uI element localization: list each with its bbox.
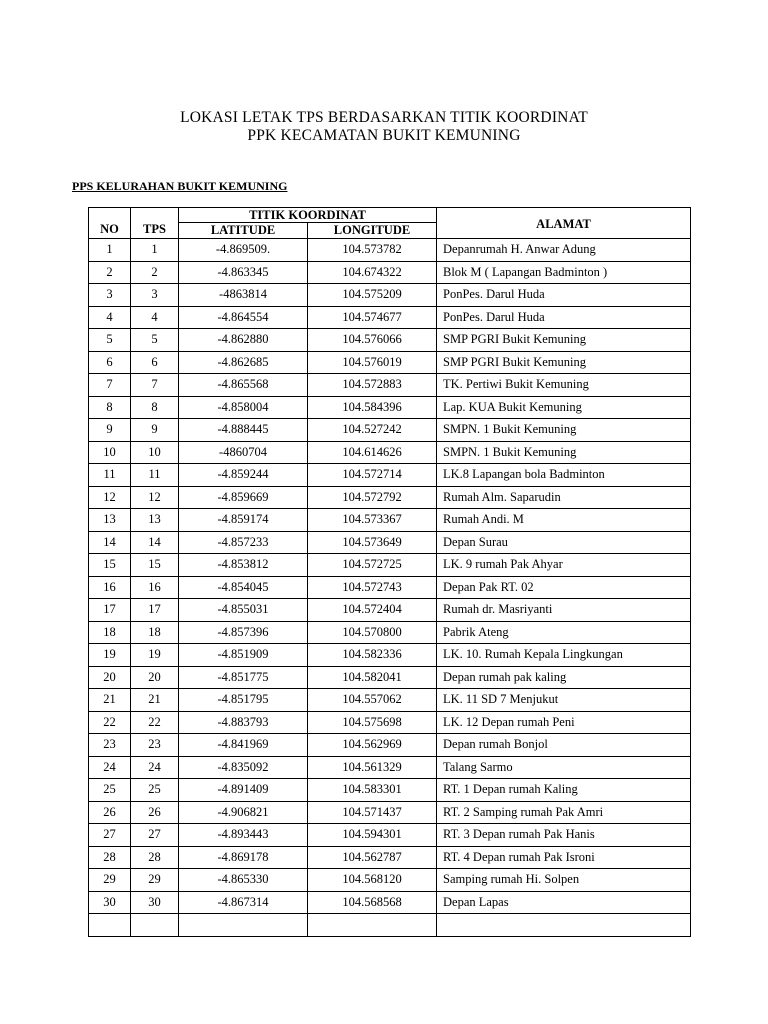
cell-longitude [308, 914, 437, 937]
cell-longitude: 104.561329 [308, 756, 437, 779]
table-row [89, 891, 691, 914]
table-row [89, 509, 691, 532]
cell-latitude: -4.906821 [179, 801, 308, 824]
document-subtitle: PPK KECAMATAN BUKIT KEMUNING [247, 127, 521, 144]
cell-latitude [179, 914, 308, 937]
table-row [89, 644, 691, 667]
table-row [89, 531, 691, 554]
cell-longitude: 104.583301 [308, 779, 437, 802]
table-row [89, 846, 691, 869]
cell-no: 20 [89, 666, 131, 689]
table-row [89, 554, 691, 577]
cell-no: 8 [89, 396, 131, 419]
table-row [89, 576, 691, 599]
cell-tps [131, 914, 179, 937]
cell-latitude: -4.851775 [179, 666, 308, 689]
cell-no: 22 [89, 711, 131, 734]
table-row [89, 666, 691, 689]
table-row [89, 734, 691, 757]
cell-latitude: -4.855031 [179, 599, 308, 622]
cell-tps: 7 [131, 374, 179, 397]
cell-alamat: Samping rumah Hi. Solpen [437, 869, 691, 892]
cell-longitude: 104.572743 [308, 576, 437, 599]
cell-alamat: LK. 10. Rumah Kepala Lingkungan [437, 644, 691, 667]
cell-latitude: -4.862880 [179, 329, 308, 352]
cell-tps: 6 [131, 351, 179, 374]
table-body [89, 239, 691, 937]
table-row [89, 486, 691, 509]
cell-longitude: 104.576019 [308, 351, 437, 374]
cell-no: 13 [89, 509, 131, 532]
cell-no: 7 [89, 374, 131, 397]
table-row [89, 351, 691, 374]
cell-longitude: 104.572714 [308, 464, 437, 487]
cell-latitude: -4.854045 [179, 576, 308, 599]
cell-tps: 16 [131, 576, 179, 599]
cell-tps: 14 [131, 531, 179, 554]
document-title: LOKASI LETAK TPS BERDASARKAN TITIK KOORDINAT [180, 109, 588, 126]
header-row-top [89, 208, 691, 223]
cell-alamat: LK.8 Lapangan bola Badminton [437, 464, 691, 487]
cell-longitude: 104.582336 [308, 644, 437, 667]
cell-latitude: -4.857233 [179, 531, 308, 554]
cell-tps: 2 [131, 261, 179, 284]
cell-tps: 27 [131, 824, 179, 847]
cell-no: 4 [89, 306, 131, 329]
cell-alamat: SMP PGRI Bukit Kemuning [437, 329, 691, 352]
cell-no: 23 [89, 734, 131, 757]
cell-no: 2 [89, 261, 131, 284]
cell-alamat: RT. 3 Depan rumah Pak Hanis [437, 824, 691, 847]
table-row [89, 239, 691, 262]
cell-alamat: Depan rumah pak kaling [437, 666, 691, 689]
cell-latitude: -4.883793 [179, 711, 308, 734]
cell-longitude: 104.614626 [308, 441, 437, 464]
cell-tps: 20 [131, 666, 179, 689]
cell-tps: 28 [131, 846, 179, 869]
cell-tps: 1 [131, 239, 179, 262]
cell-alamat: SMP PGRI Bukit Kemuning [437, 351, 691, 374]
cell-longitude: 104.557062 [308, 689, 437, 712]
cell-no: 14 [89, 531, 131, 554]
table-row [89, 306, 691, 329]
cell-longitude: 104.674322 [308, 261, 437, 284]
cell-tps: 9 [131, 419, 179, 442]
cell-alamat: Depan Lapas [437, 891, 691, 914]
cell-alamat: TK. Pertiwi Bukit Kemuning [437, 374, 691, 397]
cell-longitude: 104.575698 [308, 711, 437, 734]
cell-latitude: -4.859244 [179, 464, 308, 487]
cell-alamat: RT. 1 Depan rumah Kaling [437, 779, 691, 802]
cell-no: 27 [89, 824, 131, 847]
cell-longitude: 104.570800 [308, 621, 437, 644]
cell-no: 18 [89, 621, 131, 644]
cell-alamat: LK. 11 SD 7 Menjukut [437, 689, 691, 712]
cell-no: 10 [89, 441, 131, 464]
cell-longitude: 104.576066 [308, 329, 437, 352]
cell-latitude: -4.859669 [179, 486, 308, 509]
cell-tps: 17 [131, 599, 179, 622]
cell-tps: 19 [131, 644, 179, 667]
cell-no: 16 [89, 576, 131, 599]
cell-latitude: -4.869178 [179, 846, 308, 869]
cell-latitude: -4.888445 [179, 419, 308, 442]
cell-no: 11 [89, 464, 131, 487]
header-alamat: ALAMAT [437, 208, 691, 239]
cell-no: 30 [89, 891, 131, 914]
cell-latitude: -4.857396 [179, 621, 308, 644]
cell-no: 15 [89, 554, 131, 577]
cell-tps: 4 [131, 306, 179, 329]
cell-tps: 11 [131, 464, 179, 487]
cell-longitude: 104.584396 [308, 396, 437, 419]
cell-alamat: Rumah dr. Masriyanti [437, 599, 691, 622]
cell-latitude: -4.835092 [179, 756, 308, 779]
cell-longitude: 104.562787 [308, 846, 437, 869]
table-row [89, 801, 691, 824]
header-latitude: LATITUDE [179, 223, 308, 239]
header-longitude: LONGITUDE [308, 223, 437, 239]
cell-longitude: 104.572792 [308, 486, 437, 509]
cell-no: 26 [89, 801, 131, 824]
cell-tps: 29 [131, 869, 179, 892]
cell-tps: 30 [131, 891, 179, 914]
cell-no: 6 [89, 351, 131, 374]
cell-latitude: -4.864554 [179, 306, 308, 329]
table-row [89, 779, 691, 802]
cell-longitude: 104.573782 [308, 239, 437, 262]
cell-no: 19 [89, 644, 131, 667]
cell-longitude: 104.582041 [308, 666, 437, 689]
table-row [89, 441, 691, 464]
header-tps: TPS [131, 208, 179, 239]
header-no: NO [89, 208, 131, 239]
cell-no: 29 [89, 869, 131, 892]
cell-tps: 26 [131, 801, 179, 824]
cell-alamat: Lap. KUA Bukit Kemuning [437, 396, 691, 419]
cell-latitude: -4.865330 [179, 869, 308, 892]
cell-alamat: SMPN. 1 Bukit Kemuning [437, 441, 691, 464]
cell-alamat: Depan Pak RT. 02 [437, 576, 691, 599]
cell-latitude: -4.867314 [179, 891, 308, 914]
cell-alamat: Depan Surau [437, 531, 691, 554]
table-row [89, 464, 691, 487]
table-row [89, 419, 691, 442]
table-row [89, 824, 691, 847]
section-heading: PPS KELURAHAN BUKIT KEMUNING [72, 179, 288, 193]
cell-latitude: -4.862685 [179, 351, 308, 374]
cell-alamat [437, 914, 691, 937]
table-row [89, 396, 691, 419]
cell-alamat: LK. 9 rumah Pak Ahyar [437, 554, 691, 577]
cell-alamat: RT. 2 Samping rumah Pak Amri [437, 801, 691, 824]
cell-alamat: RT. 4 Depan rumah Pak Isroni [437, 846, 691, 869]
cell-no: 21 [89, 689, 131, 712]
cell-no: 24 [89, 756, 131, 779]
cell-no: 5 [89, 329, 131, 352]
cell-alamat: Depan rumah Bonjol [437, 734, 691, 757]
table-row [89, 329, 691, 352]
cell-tps: 22 [131, 711, 179, 734]
cell-longitude: 104.527242 [308, 419, 437, 442]
cell-longitude: 104.573649 [308, 531, 437, 554]
tps-table [88, 207, 691, 937]
cell-tps: 12 [131, 486, 179, 509]
cell-tps: 5 [131, 329, 179, 352]
cell-alamat: SMPN. 1 Bukit Kemuning [437, 419, 691, 442]
cell-latitude: -4.869509. [179, 239, 308, 262]
table-row [89, 374, 691, 397]
cell-latitude: -4.863345 [179, 261, 308, 284]
table-row [89, 689, 691, 712]
cell-alamat: PonPes. Darul Huda [437, 284, 691, 307]
cell-tps: 10 [131, 441, 179, 464]
cell-alamat: Rumah Andi. M [437, 509, 691, 532]
cell-alamat: Pabrik Ateng [437, 621, 691, 644]
table-row [89, 711, 691, 734]
cell-longitude: 104.572404 [308, 599, 437, 622]
cell-longitude: 104.575209 [308, 284, 437, 307]
cell-latitude: -4.893443 [179, 824, 308, 847]
cell-no: 25 [89, 779, 131, 802]
cell-latitude: -4.865568 [179, 374, 308, 397]
cell-no [89, 914, 131, 937]
cell-alamat: Depanrumah H. Anwar Adung [437, 239, 691, 262]
cell-longitude: 104.571437 [308, 801, 437, 824]
cell-latitude: -4.858004 [179, 396, 308, 419]
cell-longitude: 104.574677 [308, 306, 437, 329]
cell-latitude: -4.851795 [179, 689, 308, 712]
cell-tps: 25 [131, 779, 179, 802]
cell-latitude: -4863814 [179, 284, 308, 307]
cell-longitude: 104.573367 [308, 509, 437, 532]
cell-longitude: 104.568568 [308, 891, 437, 914]
cell-latitude: -4860704 [179, 441, 308, 464]
cell-longitude: 104.594301 [308, 824, 437, 847]
cell-tps: 21 [131, 689, 179, 712]
cell-latitude: -4.851909 [179, 644, 308, 667]
cell-alamat: Rumah Alm. Saparudin [437, 486, 691, 509]
cell-tps: 8 [131, 396, 179, 419]
cell-no: 28 [89, 846, 131, 869]
cell-tps: 18 [131, 621, 179, 644]
table-row [89, 914, 691, 937]
cell-tps: 15 [131, 554, 179, 577]
table-row [89, 261, 691, 284]
cell-tps: 13 [131, 509, 179, 532]
table-row [89, 284, 691, 307]
cell-latitude: -4.853812 [179, 554, 308, 577]
cell-longitude: 104.572883 [308, 374, 437, 397]
cell-tps: 23 [131, 734, 179, 757]
table-row [89, 869, 691, 892]
cell-longitude: 104.562969 [308, 734, 437, 757]
cell-no: 12 [89, 486, 131, 509]
header-titik-koordinat: TITIK KOORDINAT [179, 208, 437, 223]
cell-tps: 24 [131, 756, 179, 779]
cell-no: 17 [89, 599, 131, 622]
cell-alamat: Blok M ( Lapangan Badminton ) [437, 261, 691, 284]
cell-longitude: 104.568120 [308, 869, 437, 892]
cell-alamat: LK. 12 Depan rumah Peni [437, 711, 691, 734]
table-row [89, 756, 691, 779]
cell-latitude: -4.841969 [179, 734, 308, 757]
cell-no: 3 [89, 284, 131, 307]
cell-longitude: 104.572725 [308, 554, 437, 577]
table-row [89, 599, 691, 622]
cell-tps: 3 [131, 284, 179, 307]
cell-no: 1 [89, 239, 131, 262]
table-row [89, 621, 691, 644]
cell-no: 9 [89, 419, 131, 442]
cell-alamat: Talang Sarmo [437, 756, 691, 779]
cell-latitude: -4.859174 [179, 509, 308, 532]
cell-latitude: -4.891409 [179, 779, 308, 802]
cell-alamat: PonPes. Darul Huda [437, 306, 691, 329]
